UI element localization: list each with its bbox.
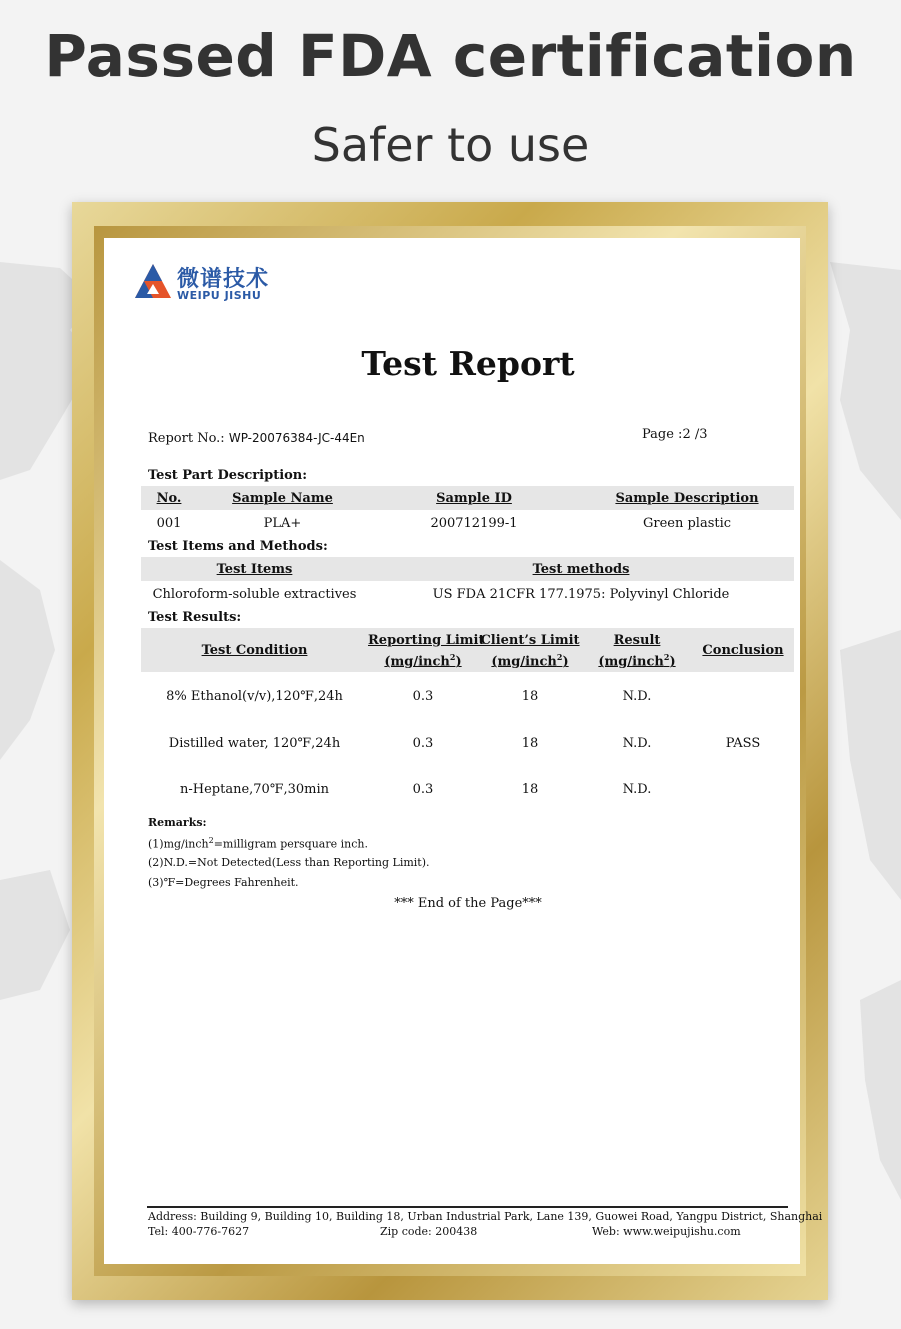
- results-row-2-clients-limit: 18: [521, 736, 539, 751]
- part-header-no: No.: [156, 491, 182, 506]
- report-title: Test Report: [361, 344, 575, 383]
- results-conclusion: PASS: [725, 736, 761, 751]
- methods-header-test-methods: Test methods: [532, 562, 630, 577]
- footer-tel: Tel: 400-776-7627: [148, 1225, 250, 1238]
- results-header-conclusion: Conclusion: [702, 643, 784, 658]
- subheadline: Safer to use: [311, 118, 590, 172]
- results-label: Test Results:: [148, 610, 242, 625]
- results-header-reporting-limit-unit: (mg/inch$^2$): [384, 652, 462, 670]
- results-header-result: Result: [613, 633, 661, 648]
- results-row-1-clients-limit: 18: [521, 689, 539, 704]
- report-number-value: WP-20076384-JC-44En: [228, 431, 365, 445]
- report-number: [148, 431, 365, 446]
- results-header-clients-limit: Client’s Limit: [480, 633, 580, 648]
- methods-cell-test-item: Chloroform-soluble extractives: [152, 587, 357, 602]
- results-row-1-reporting-limit: 0.3: [412, 689, 434, 704]
- methods-header-test-items: Test Items: [216, 562, 293, 577]
- remark-1: (1)mg/inch$^2$=milligram persquare inch.: [148, 836, 368, 851]
- part-description-label: Test Part Description:: [148, 468, 308, 483]
- results-row-3-result: N.D.: [622, 782, 652, 797]
- remarks-label: Remarks:: [148, 816, 207, 829]
- headline: Passed FDA certification: [44, 22, 857, 90]
- results-header-test-condition: Test Condition: [201, 643, 308, 658]
- logo-chinese-text: 微谱技术: [177, 267, 270, 292]
- results-row-3-reporting-limit: 0.3: [412, 782, 434, 797]
- footer-address: Address: Building 9, Building 10, Building 18, Urban Industrial Park, Lane 139, Guowei Road, Yangpu District, Shanghai: [148, 1210, 823, 1223]
- results-row-3-condition: n-Heptane,70℉,30min: [180, 782, 329, 797]
- remark-3: (3)℉=Degrees Fahrenheit.: [148, 876, 299, 889]
- footer-divider: [147, 1206, 788, 1208]
- part-cell-sample-name: PLA+: [263, 516, 302, 531]
- results-row-2-reporting-limit: 0.3: [412, 736, 434, 751]
- footer-zip: Zip code: 200438: [380, 1225, 478, 1238]
- report-paper: [104, 238, 800, 1264]
- footer-web: Web: www.weipujishu.com: [592, 1225, 741, 1238]
- part-header-sample-id: Sample ID: [436, 491, 512, 506]
- remark-2: (2)N.D.=Not Detected(Less than Reporting Limit).: [148, 856, 430, 869]
- end-of-page: *** End of the Page***: [394, 896, 542, 911]
- results-row-2-result: N.D.: [622, 736, 652, 751]
- items-methods-label: Test Items and Methods:: [148, 539, 328, 554]
- results-row-1-condition: 8% Ethanol(v/v),120℉,24h: [166, 689, 343, 704]
- part-cell-sample-id: 200712199-1: [430, 516, 518, 531]
- results-header-result-unit: (mg/inch$^2$): [598, 652, 676, 670]
- part-header-sample-name: Sample Name: [232, 491, 333, 506]
- part-header-sample-description: Sample Description: [615, 491, 759, 506]
- logo-english-text: WEIPU JISHU: [177, 289, 262, 302]
- results-row-3-clients-limit: 18: [521, 782, 539, 797]
- company-logo: [133, 262, 303, 306]
- results-row-1-result: N.D.: [622, 689, 652, 704]
- methods-cell-test-method: US FDA 21CFR 177.1975: Polyvinyl Chloride: [432, 587, 730, 602]
- weipu-logo-icon: [133, 262, 173, 302]
- results-header-clients-limit-unit: (mg/inch$^2$): [491, 652, 569, 670]
- part-cell-no: 001: [156, 516, 182, 531]
- page-number: Page :2 /3: [642, 427, 708, 442]
- part-cell-sample-description: Green plastic: [642, 516, 732, 531]
- report-number-label: Report No.:: [148, 431, 229, 446]
- results-header-reporting-limit: Reporting Limit: [368, 633, 485, 648]
- results-row-2-condition: Distilled water, 120℉,24h: [168, 736, 341, 751]
